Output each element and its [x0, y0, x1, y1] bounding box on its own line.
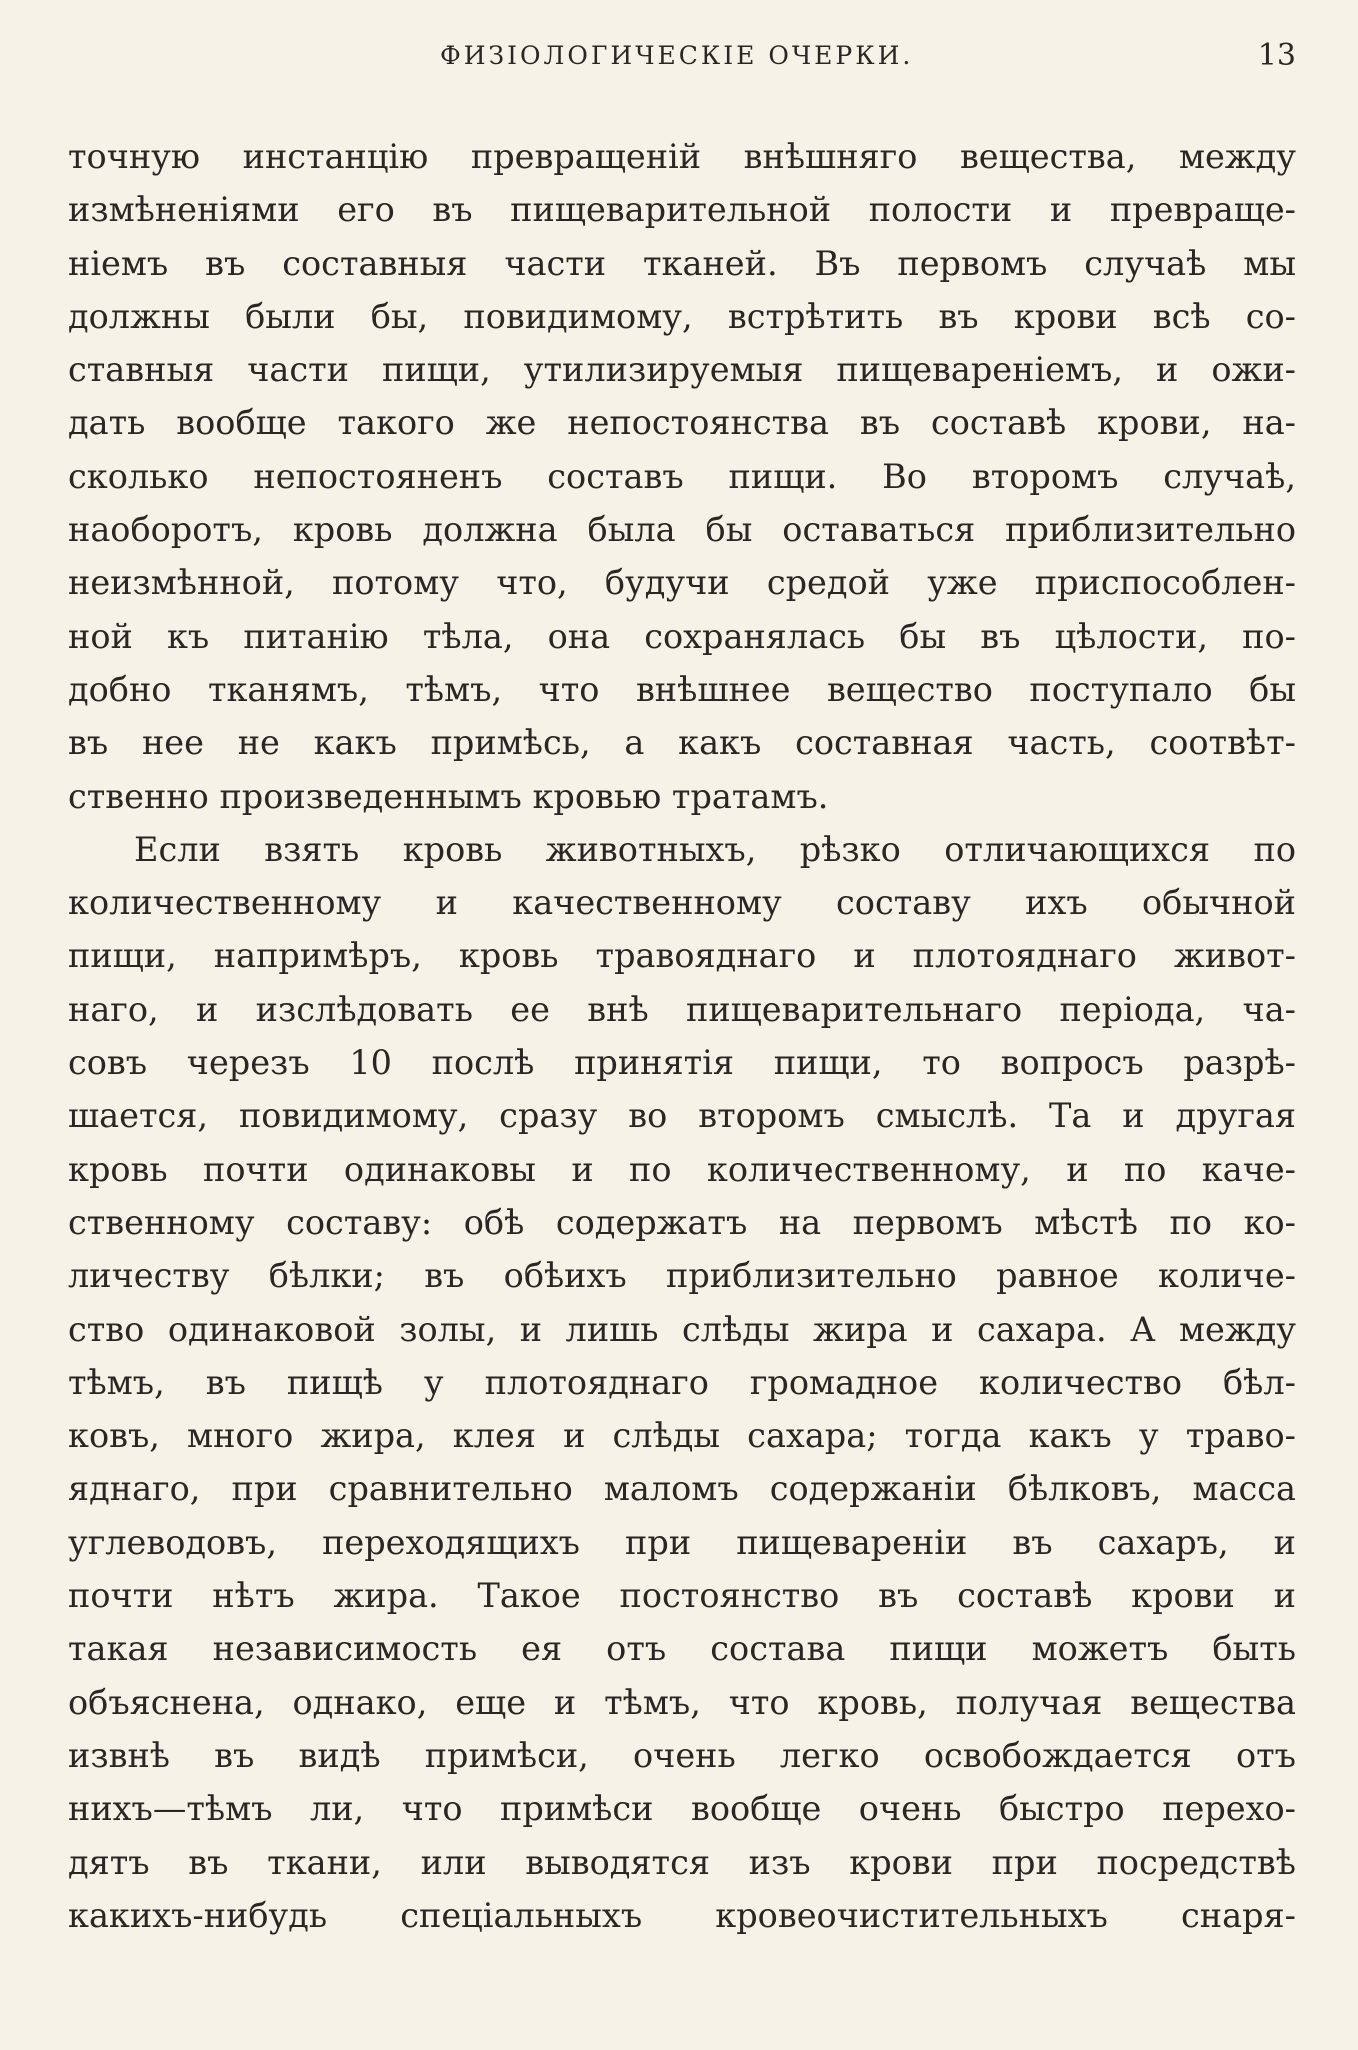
text-line: яднаго, при сравнительно маломъ содержаніи бѣлковъ, масса: [68, 1469, 1296, 1509]
running-title: ФИЗІОЛОГИЧЕСКІЕ ОЧЕРКИ.: [440, 41, 914, 70]
text-line: въ нее не какъ примѣсь, а какъ составная часть, соотвѣт-: [68, 723, 1296, 763]
text-line: совъ черезъ 10 послѣ принятія пищи, то вопросъ разрѣ-: [68, 1043, 1296, 1083]
text-line: ковъ, много жира, клея и слѣды сахара; тогда какъ у траво-: [68, 1416, 1296, 1456]
text-line: Если взять кровь животныхъ, рѣзко отличающихся по: [134, 829, 1296, 869]
text-line: дать вообще такого же непостоянства въ составѣ крови, на-: [68, 403, 1296, 443]
running-head: [0, 36, 1358, 76]
text-line: наоборотъ, кровь должна была бы оставаться приблизительно: [68, 510, 1296, 550]
text-line: ной къ питанію тѣла, она сохранялась бы въ цѣлости, по-: [68, 616, 1296, 656]
text-line: нихъ—тѣмъ ли, что примѣси вообще очень быстро перехо-: [68, 1789, 1296, 1829]
text-line: извнѣ въ видѣ примѣси, очень легко освобождается отъ: [68, 1735, 1296, 1775]
text-line: кровь почти одинаковы и по количественному, и по каче-: [68, 1149, 1296, 1189]
text-line: наго, и изслѣдовать ее внѣ пищеварительнаго періода, ча-: [68, 989, 1296, 1029]
text-line: ставныя части пищи, утилизируемыя пищевареніемъ, и ожи-: [68, 350, 1296, 390]
text-line: пищи, напримѣръ, кровь травояднаго и плотояднаго живот-: [68, 936, 1296, 976]
text-line: углеводовъ, переходящихъ при пищевареніи въ сахаръ, и: [68, 1522, 1296, 1562]
text-line: сколько непостояненъ составъ пищи. Во второмъ случаѣ,: [68, 456, 1296, 496]
text-line: объяснена, однако, еще и тѣмъ, что кровь, получая вещества: [68, 1682, 1296, 1722]
text-line: шается, повидимому, сразу во второмъ смыслѣ. Та и другая: [68, 1096, 1296, 1136]
text-line: почти нѣтъ жира. Такое постоянство въ составѣ крови и: [68, 1576, 1296, 1616]
text-line: ство одинаковой золы, и лишь слѣды жира и сахара. А между: [68, 1309, 1296, 1349]
text-line: точную инстанцію превращеній внѣшняго вещества, между: [68, 137, 1296, 176]
text-line: дятъ въ ткани, или выводятся изъ крови при посредствѣ: [68, 1842, 1296, 1882]
text-line: измѣненіями его въ пищеварительной полости и превраще-: [68, 190, 1296, 230]
text-line: добно тканямъ, тѣмъ, что внѣшнее вещество поступало бы: [68, 669, 1296, 709]
text-line: ственному составу: обѣ содержатъ на первомъ мѣстѣ по ко-: [68, 1202, 1296, 1242]
text-line: личеству бѣлки; въ обѣихъ приблизительно равное количе-: [68, 1256, 1296, 1296]
text-line: такая независимость ея отъ состава пищи можетъ быть: [68, 1629, 1296, 1669]
text-line: количественному и качественному составу ихъ обычной: [68, 883, 1296, 923]
page-number: 13: [1257, 38, 1296, 73]
text-line: какихъ-нибудь спеціальныхъ кровеочистительныхъ снаря-: [68, 1895, 1296, 1935]
text-line: тѣмъ, въ пищѣ у плотояднаго громадное количество бѣл-: [68, 1362, 1296, 1402]
text-line: неизмѣнной, потому что, будучи средой уже приспособлен-: [68, 563, 1296, 603]
text-line: ніемъ въ составныя части тканей. Въ первомъ случаѣ мы: [68, 243, 1296, 283]
text-line: ственно произведеннымъ кровью тратамъ.: [68, 776, 829, 816]
body-text: [68, 130, 1296, 1942]
text-line: должны были бы, повидимому, встрѣтить въ крови всѣ со-: [68, 296, 1296, 336]
